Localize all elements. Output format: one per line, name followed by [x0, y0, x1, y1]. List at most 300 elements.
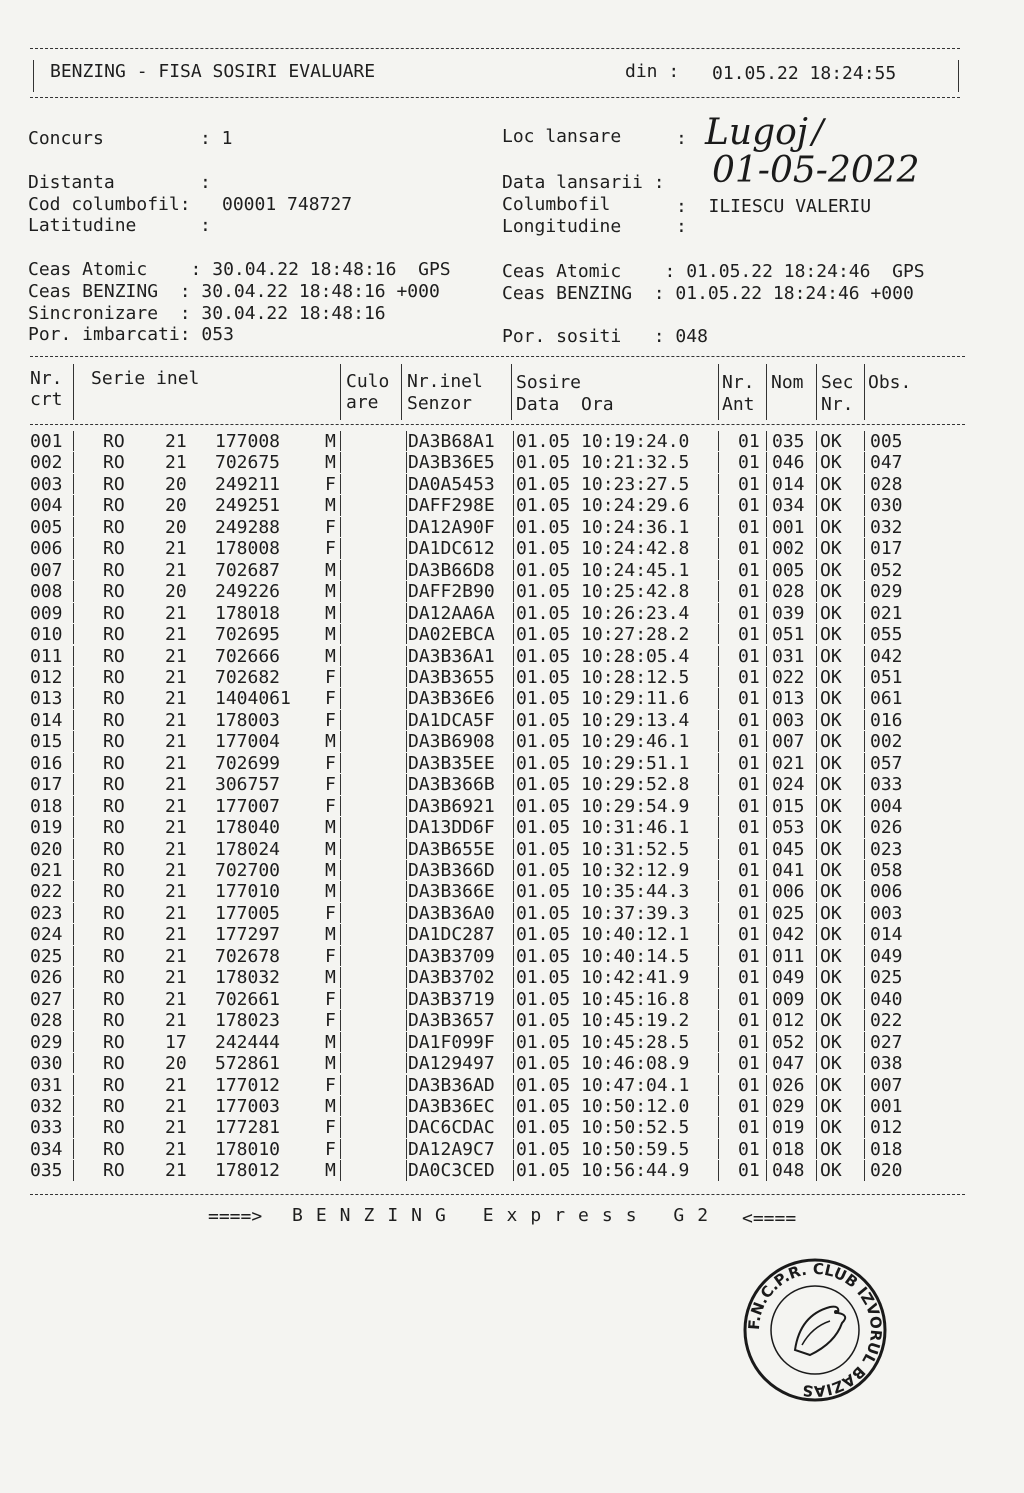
- cell-nom: 031: [772, 645, 805, 667]
- col-sep: [73, 989, 74, 1009]
- table-row: [0, 774, 1000, 795]
- cell-nr-crt: 005: [30, 516, 63, 538]
- col-sep: [513, 1032, 514, 1052]
- cell-sosire: 01.05 10:31:46.1: [516, 817, 690, 839]
- cell-serie-tara: RO: [103, 452, 125, 474]
- cell-nr-inel-senzor: DA12A9C7: [408, 1138, 495, 1160]
- col-sep: [718, 1117, 719, 1137]
- col-sep: [340, 646, 341, 666]
- cell-nr-inel-senzor: DA3B3719: [408, 988, 495, 1010]
- col-sep: [864, 603, 865, 623]
- cell-obs: 038: [870, 1053, 903, 1075]
- col-sep: [766, 646, 767, 666]
- header-sec-1: Sec: [821, 372, 854, 393]
- col-sep: [73, 474, 74, 494]
- col-sep: [864, 1139, 865, 1159]
- col-sep: [513, 1075, 514, 1095]
- cell-sec-nr: OK: [820, 881, 842, 903]
- col-sep: [73, 581, 74, 601]
- cell-sec-nr: OK: [820, 473, 842, 495]
- col-sep: [401, 364, 402, 420]
- cell-nr-ant: 01: [738, 881, 760, 903]
- cell-sosire: 01.05 10:29:54.9: [516, 795, 690, 817]
- table-row: [0, 731, 1000, 752]
- cell-nr-ant: 01: [738, 431, 760, 452]
- col-sep: [864, 839, 865, 859]
- col-sep: [864, 431, 865, 451]
- table-top-border: [30, 356, 965, 357]
- cell-serie-an: 21: [165, 988, 187, 1010]
- col-sep: [513, 495, 514, 515]
- cell-nr-inel-senzor: DA3B366E: [408, 881, 495, 903]
- cell-serie-numar: 702661: [215, 988, 281, 1010]
- col-sep: [73, 817, 74, 837]
- col-sep: [513, 1096, 514, 1116]
- col-sep: [864, 881, 865, 901]
- cell-serie-numar: 178024: [215, 838, 281, 860]
- col-sep: [406, 817, 407, 837]
- col-sep: [406, 1053, 407, 1073]
- col-sep: [73, 903, 74, 923]
- col-sep: [340, 796, 341, 816]
- cell-nr-inel-senzor: DA12A90F: [408, 516, 495, 538]
- cell-serie-numar: 306757: [215, 774, 281, 796]
- col-sep: [718, 924, 719, 944]
- col-sep: [816, 452, 817, 472]
- col-sep: [718, 1053, 719, 1073]
- col-sep: [816, 881, 817, 901]
- cell-nr-crt: 033: [30, 1117, 63, 1139]
- col-sep: [816, 431, 817, 451]
- cell-obs: 055: [870, 624, 903, 646]
- col-sep: [864, 1032, 865, 1052]
- header-left-border: [33, 60, 34, 92]
- cell-sec-nr: OK: [820, 709, 842, 731]
- cell-nom: 013: [772, 688, 805, 710]
- cell-sosire: 01.05 10:56:44.9: [516, 1160, 690, 1182]
- col-sep: [864, 688, 865, 708]
- cell-obs: 047: [870, 452, 903, 474]
- cell-sosire: 01.05 10:32:12.9: [516, 860, 690, 881]
- cell-sec-nr: OK: [820, 838, 842, 860]
- loc-lansare-handwritten: Lugoj: [705, 112, 808, 153]
- col-sep: [406, 581, 407, 601]
- col-sep: [340, 946, 341, 966]
- cell-serie-tara: RO: [103, 731, 125, 753]
- cell-sosire: 01.05 10:29:52.8: [516, 774, 690, 796]
- cell-serie-tara: RO: [103, 967, 125, 989]
- col-sep: [406, 431, 407, 451]
- col-sep: [864, 1010, 865, 1030]
- table-row: [0, 1032, 1000, 1053]
- table-row: [0, 1139, 1000, 1160]
- cell-sosire: 01.05 10:19:24.0: [516, 431, 690, 452]
- cell-culoare: M: [325, 645, 336, 667]
- col-sep: [406, 710, 407, 730]
- col-sep: [766, 1139, 767, 1159]
- cell-obs: 027: [870, 1031, 903, 1053]
- cell-serie-an: 17: [165, 1031, 187, 1053]
- col-sep: [864, 624, 865, 644]
- cell-nr-ant: 01: [738, 666, 760, 688]
- col-sep: [864, 1053, 865, 1073]
- cell-sec-nr: OK: [820, 988, 842, 1010]
- header-right-border: [958, 60, 959, 92]
- col-sep: [513, 903, 514, 923]
- distanta-label: Distanta: [28, 172, 115, 193]
- cell-serie-an: 21: [165, 902, 187, 924]
- cell-nr-ant: 01: [738, 516, 760, 538]
- col-sep: [73, 839, 74, 859]
- table-row: [0, 817, 1000, 838]
- col-sep: [718, 1139, 719, 1159]
- cell-culoare: F: [325, 945, 336, 967]
- col-sep: [340, 1032, 341, 1052]
- cell-serie-an: 20: [165, 516, 187, 538]
- cell-culoare: F: [325, 473, 336, 495]
- cell-obs: 022: [870, 1010, 903, 1032]
- cell-serie-tara: RO: [103, 666, 125, 688]
- cell-nr-ant: 01: [738, 645, 760, 667]
- cell-sosire: 01.05 10:21:32.5: [516, 452, 690, 474]
- cell-sec-nr: OK: [820, 1010, 842, 1032]
- col-sep: [406, 495, 407, 515]
- col-sep: [73, 538, 74, 558]
- ceas-atomic-start: Ceas Atomic : 30.04.22 18:48:16 GPS: [28, 259, 451, 280]
- cell-sec-nr: OK: [820, 624, 842, 646]
- cell-serie-numar: 177281: [215, 1117, 281, 1139]
- loc-lansare-label: Loc lansare: [502, 126, 622, 147]
- table-row: [0, 881, 1000, 902]
- cell-serie-an: 21: [165, 1095, 187, 1117]
- cell-nom: 051: [772, 624, 805, 646]
- col-sep: [340, 1117, 341, 1137]
- col-sep: [718, 967, 719, 987]
- cell-sec-nr: OK: [820, 795, 842, 817]
- cell-serie-numar: 177007: [215, 795, 281, 817]
- col-sep: [816, 495, 817, 515]
- cell-nr-inel-senzor: DA3B36E6: [408, 688, 495, 710]
- cell-serie-tara: RO: [103, 516, 125, 538]
- latitudine-label: Latitudine: [28, 215, 137, 236]
- col-sep: [816, 903, 817, 923]
- cell-culoare: F: [325, 516, 336, 538]
- col-sep: [816, 560, 817, 580]
- header-sosire-1: Sosire: [516, 372, 582, 393]
- cell-nr-ant: 01: [738, 1074, 760, 1096]
- header-sec-2: Nr.: [821, 394, 854, 415]
- col-sep: [816, 624, 817, 644]
- cell-serie-an: 21: [165, 452, 187, 474]
- cell-obs: 058: [870, 860, 903, 881]
- cell-culoare: F: [325, 1074, 336, 1096]
- col-sep: [73, 688, 74, 708]
- col-sep: [864, 753, 865, 773]
- cell-nom: 015: [772, 795, 805, 817]
- cell-nom: 005: [772, 559, 805, 581]
- col-sep: [73, 1075, 74, 1095]
- cell-nom: 024: [772, 774, 805, 796]
- col-sep: [340, 924, 341, 944]
- col-sep: [73, 452, 74, 472]
- cell-serie-tara: RO: [103, 1095, 125, 1117]
- cell-nr-ant: 01: [738, 1095, 760, 1117]
- cell-nr-crt: 004: [30, 495, 63, 517]
- col-sep: [816, 1139, 817, 1159]
- cell-serie-tara: RO: [103, 945, 125, 967]
- cell-nom: 007: [772, 731, 805, 753]
- cell-serie-an: 20: [165, 1053, 187, 1075]
- col-sep: [513, 924, 514, 944]
- cell-sec-nr: OK: [820, 1117, 842, 1139]
- col-sep: [513, 646, 514, 666]
- col-sep: [340, 538, 341, 558]
- cell-serie-an: 21: [165, 967, 187, 989]
- cell-sosire: 01.05 10:23:27.5: [516, 473, 690, 495]
- cell-serie-tara: RO: [103, 1053, 125, 1075]
- cell-nom: 025: [772, 902, 805, 924]
- footer-left-arrow: ====>: [208, 1206, 263, 1227]
- col-sep: [73, 860, 74, 880]
- col-sep: [406, 688, 407, 708]
- por-imbarcati: Por. imbarcati: 053: [28, 324, 234, 345]
- cell-serie-an: 20: [165, 581, 187, 603]
- cell-culoare: M: [325, 452, 336, 474]
- col-sep: [718, 860, 719, 880]
- header-top-border: [30, 48, 960, 49]
- ceas-benzing-start: Ceas BENZING : 30.04.22 18:48:16 +000: [28, 281, 440, 302]
- col-sep: [766, 1096, 767, 1116]
- cell-nr-crt: 034: [30, 1138, 63, 1160]
- col-sep: [406, 1139, 407, 1159]
- col-sep: [340, 1139, 341, 1159]
- cell-serie-numar: 702695: [215, 624, 281, 646]
- cell-culoare: M: [325, 860, 336, 881]
- cell-serie-numar: 178003: [215, 709, 281, 731]
- cell-nr-inel-senzor: DA3B366B: [408, 774, 495, 796]
- cell-culoare: M: [325, 1053, 336, 1075]
- cell-serie-an: 21: [165, 860, 187, 881]
- col-sep: [513, 452, 514, 472]
- col-sep: [340, 431, 341, 451]
- header-nr-ant-2: Ant: [722, 394, 755, 415]
- col-sep: [513, 581, 514, 601]
- cell-nom: 052: [772, 1031, 805, 1053]
- table-row: [0, 946, 1000, 967]
- cell-serie-an: 21: [165, 881, 187, 903]
- cell-nr-crt: 028: [30, 1010, 63, 1032]
- cell-nr-ant: 01: [738, 967, 760, 989]
- cod-columbofil-label: Cod columbofil:: [28, 194, 191, 215]
- table-row: [0, 431, 1000, 452]
- cell-obs: 025: [870, 967, 903, 989]
- cell-nr-inel-senzor: DA1F099F: [408, 1031, 495, 1053]
- col-sep: [766, 581, 767, 601]
- col-sep: [816, 924, 817, 944]
- table-row: [0, 603, 1000, 624]
- col-sep: [864, 646, 865, 666]
- table-row: [0, 796, 1000, 817]
- col-sep: [816, 860, 817, 880]
- col-sep: [766, 967, 767, 987]
- col-sep: [513, 538, 514, 558]
- cell-sec-nr: OK: [820, 860, 842, 881]
- cell-serie-an: 21: [165, 774, 187, 796]
- cell-serie-numar: 177004: [215, 731, 281, 753]
- col-sep: [816, 581, 817, 601]
- cell-serie-an: 21: [165, 731, 187, 753]
- col-sep: [340, 581, 341, 601]
- col-sep: [73, 560, 74, 580]
- col-sep: [513, 1117, 514, 1137]
- cell-nr-crt: 002: [30, 452, 63, 474]
- cod-columbofil-value: 00001 748727: [222, 194, 353, 215]
- cell-culoare: F: [325, 688, 336, 710]
- cell-sec-nr: OK: [820, 495, 842, 517]
- col-sep: [766, 1010, 767, 1030]
- col-sep: [766, 1075, 767, 1095]
- cell-nr-ant: 01: [738, 838, 760, 860]
- col-sep: [718, 753, 719, 773]
- cell-serie-tara: RO: [103, 709, 125, 731]
- cell-sosire: 01.05 10:29:46.1: [516, 731, 690, 753]
- columbofil-value: : ILIESCU VALERIU: [676, 196, 872, 217]
- col-sep: [718, 946, 719, 966]
- col-sep: [406, 924, 407, 944]
- cell-obs: 023: [870, 838, 903, 860]
- col-sep: [816, 646, 817, 666]
- longitudine-label: Longitudine: [502, 216, 622, 237]
- distanta-sep: :: [200, 172, 211, 193]
- col-sep: [816, 688, 817, 708]
- cell-nr-ant: 01: [738, 731, 760, 753]
- cell-sec-nr: OK: [820, 538, 842, 560]
- cell-nr-inel-senzor: DA12AA6A: [408, 602, 495, 624]
- col-sep: [816, 1010, 817, 1030]
- col-sep: [73, 646, 74, 666]
- col-sep: [766, 603, 767, 623]
- col-sep: [816, 474, 817, 494]
- col-sep: [864, 1117, 865, 1137]
- cell-serie-tara: RO: [103, 495, 125, 517]
- cell-nom: 026: [772, 1074, 805, 1096]
- col-sep: [864, 731, 865, 751]
- col-sep: [406, 646, 407, 666]
- col-sep: [73, 603, 74, 623]
- col-sep: [513, 839, 514, 859]
- cell-serie-an: 21: [165, 645, 187, 667]
- col-sep: [864, 817, 865, 837]
- col-sep: [73, 1117, 74, 1137]
- cell-nr-inel-senzor: DA13DD6F: [408, 817, 495, 839]
- cell-sosire: 01.05 10:35:44.3: [516, 881, 690, 903]
- cell-nr-ant: 01: [738, 924, 760, 946]
- cell-culoare: F: [325, 902, 336, 924]
- cell-sosire: 01.05 10:45:16.8: [516, 988, 690, 1010]
- col-sep: [766, 860, 767, 880]
- cell-sosire: 01.05 10:28:05.4: [516, 645, 690, 667]
- col-sep: [406, 989, 407, 1009]
- cell-sosire: 01.05 10:46:08.9: [516, 1053, 690, 1075]
- cell-nr-crt: 017: [30, 774, 63, 796]
- cell-nr-crt: 015: [30, 731, 63, 753]
- col-sep: [340, 688, 341, 708]
- cell-sosire: 01.05 10:29:51.1: [516, 752, 690, 774]
- col-sep: [406, 603, 407, 623]
- col-sep: [864, 452, 865, 472]
- col-sep: [816, 774, 817, 794]
- cell-nr-ant: 01: [738, 473, 760, 495]
- col-sep: [718, 710, 719, 730]
- col-sep: [513, 989, 514, 1009]
- cell-nom: 029: [772, 1095, 805, 1117]
- cell-obs: 005: [870, 431, 903, 452]
- col-sep: [406, 796, 407, 816]
- cell-serie-an: 21: [165, 559, 187, 581]
- cell-nr-ant: 01: [738, 902, 760, 924]
- cell-nr-ant: 01: [738, 688, 760, 710]
- table-row: [0, 753, 1000, 774]
- col-sep: [766, 452, 767, 472]
- col-sep: [73, 924, 74, 944]
- cell-serie-an: 21: [165, 709, 187, 731]
- cell-serie-numar: 249211: [215, 473, 281, 495]
- col-sep: [766, 774, 767, 794]
- cell-serie-numar: 249288: [215, 516, 281, 538]
- col-sep: [816, 817, 817, 837]
- cell-nom: 053: [772, 817, 805, 839]
- col-sep: [864, 946, 865, 966]
- club-stamp: [740, 1255, 890, 1405]
- cell-nr-ant: 01: [738, 495, 760, 517]
- cell-serie-numar: 249226: [215, 581, 281, 603]
- col-sep: [513, 1139, 514, 1159]
- cell-sosire: 01.05 10:45:19.2: [516, 1010, 690, 1032]
- cell-nr-inel-senzor: DA3B36A1: [408, 645, 495, 667]
- col-sep: [406, 538, 407, 558]
- concurs-label: Concurs: [28, 128, 104, 149]
- table-row: [0, 688, 1000, 709]
- cell-obs: 042: [870, 645, 903, 667]
- cell-sec-nr: OK: [820, 581, 842, 603]
- col-sep: [406, 1010, 407, 1030]
- header-nr-ant-1: Nr.: [722, 372, 755, 393]
- cell-sosire: 01.05 10:37:39.3: [516, 902, 690, 924]
- cell-sec-nr: OK: [820, 945, 842, 967]
- cell-nr-ant: 01: [738, 559, 760, 581]
- cell-sec-nr: OK: [820, 516, 842, 538]
- cell-nr-ant: 01: [738, 774, 760, 796]
- col-sep: [513, 774, 514, 794]
- col-sep: [513, 667, 514, 687]
- col-sep: [816, 796, 817, 816]
- cell-sosire: 01.05 10:28:12.5: [516, 666, 690, 688]
- col-sep: [766, 495, 767, 515]
- cell-sosire: 01.05 10:40:12.1: [516, 924, 690, 946]
- col-sep: [406, 903, 407, 923]
- por-sositi: Por. sositi : 048: [502, 326, 708, 347]
- table-row: [0, 667, 1000, 688]
- cell-serie-tara: RO: [103, 581, 125, 603]
- cell-sec-nr: OK: [820, 731, 842, 753]
- col-sep: [513, 796, 514, 816]
- cell-culoare: F: [325, 1117, 336, 1139]
- cell-sosire: 01.05 10:47:04.1: [516, 1074, 690, 1096]
- cell-serie-tara: RO: [103, 860, 125, 881]
- cell-nom: 041: [772, 860, 805, 881]
- cell-nom: 021: [772, 752, 805, 774]
- col-sep: [816, 364, 817, 420]
